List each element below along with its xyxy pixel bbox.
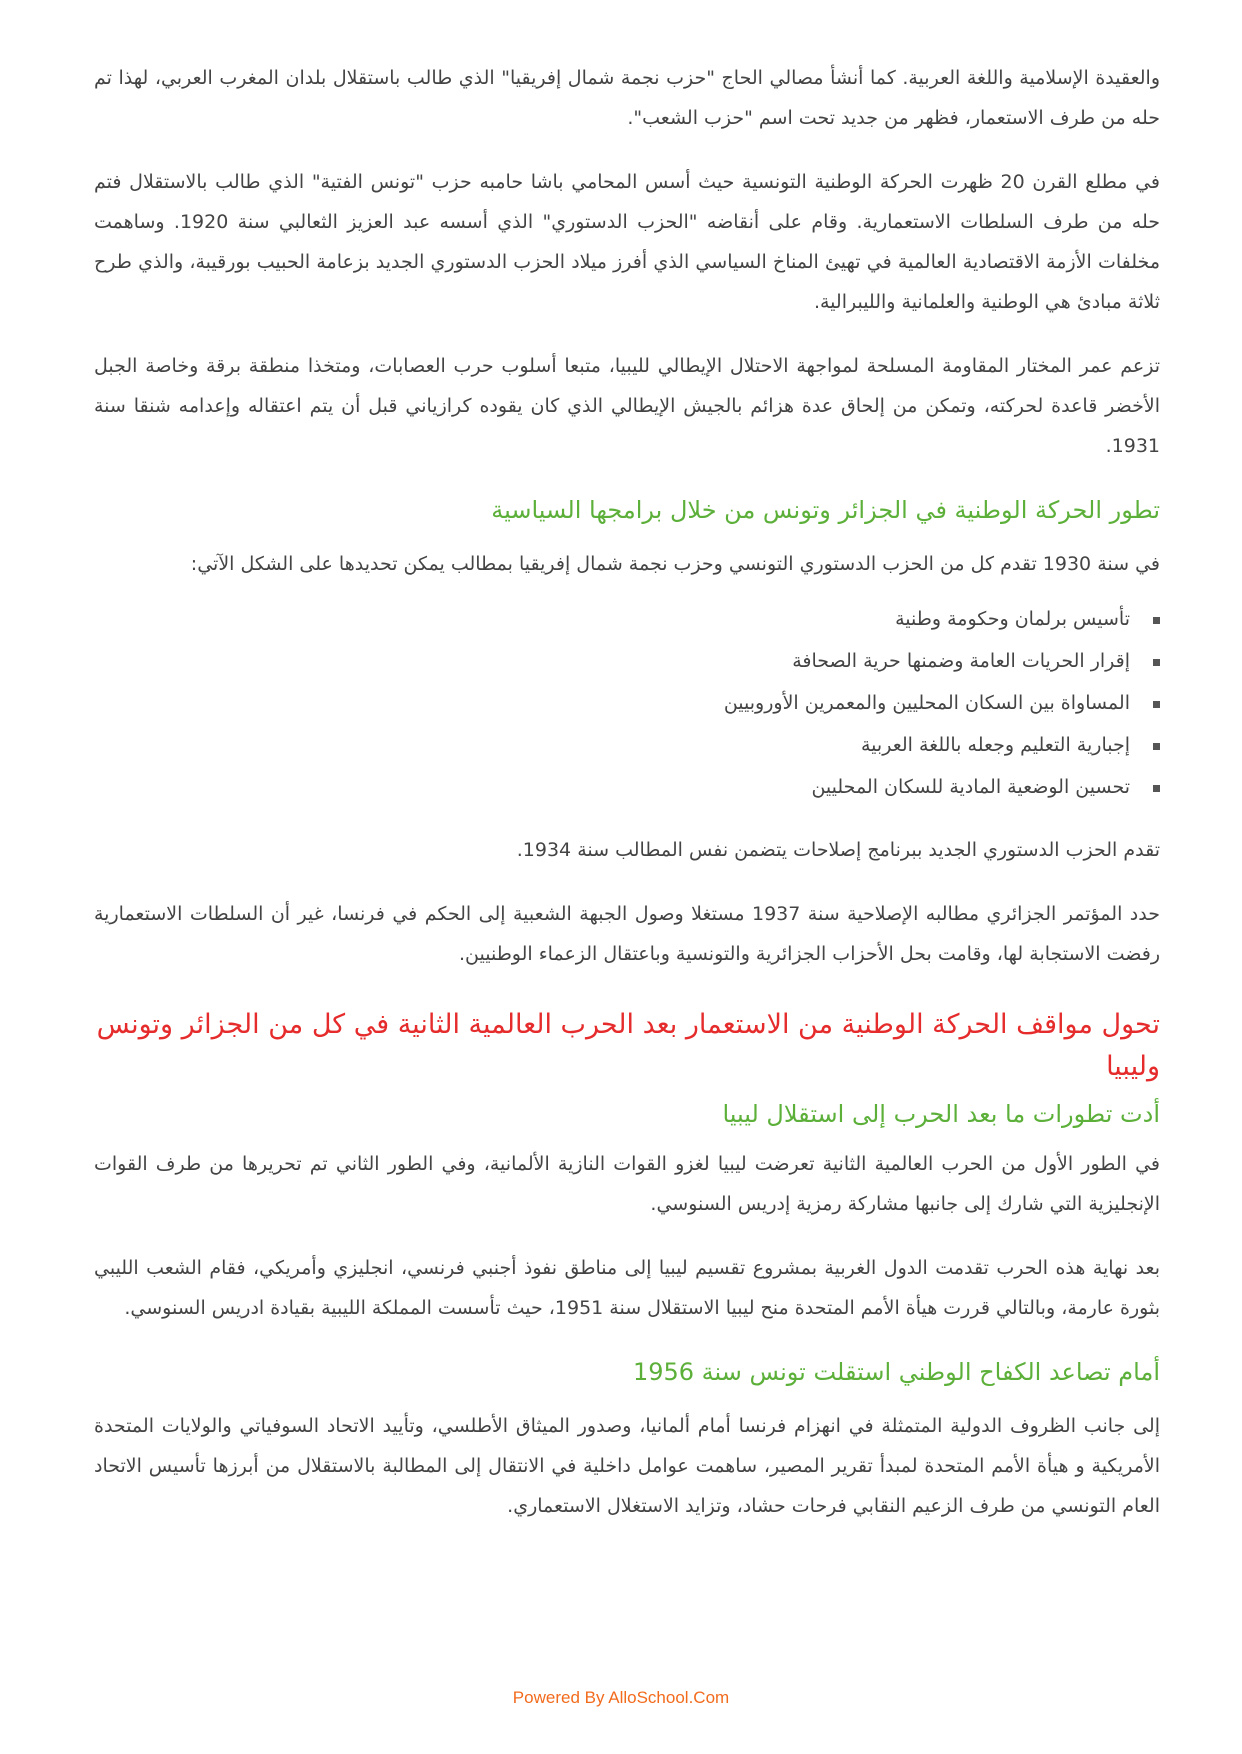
paragraph-tunisia-factors: إلى جانب الظروف الدولية المتمثلة في انهزام فرنسا أمام ألمانيا، وصدور الميثاق الأطلسي، وتأييد الاتحاد السوفياتي والولايات المتحدة الأمريكية و هيأة الأمم المتحدة لمبدأ تقرير المصير، ساهمت عوامل داخلية في الانتقال إلى المطالبة بالاستقلال من أبرزها تأسيس الاتحاد العام التونسي من طرف الزعيم النقابي فرحات حشاد، وتزايد الاستغلال الاستعماري.: [94, 1415, 1160, 1517]
document-body: [94, 58, 1160, 1526]
paragraph-1934-program: تقدم الحزب الدستوري الجديد ببرنامج إصلاحات يتضمن نفس المطالب سنة 1934.: [516, 839, 1160, 861]
heading-post-war-positions: تحول مواقف الحركة الوطنية من الاستعمار بعد الحرب العالمية الثانية في كل من الجزائر وتونس وليبيا: [96, 1009, 1160, 1082]
paragraph-libya-1951: بعد نهاية هذه الحرب تقدمت الدول الغربية بمشروع تقسيم ليبيا إلى مناطق نفوذ أجنبي فرنسي، انجليزي وأمريكي، فقام الشعب الليبي بثورة عارمة، وبالتالي قررت هيأة الأمم المتحدة منح ليبيا الاستقلال سنة 1951، حيث تأسست المملكة الليبية بقيادة ادريس السنوسي.: [94, 1257, 1160, 1319]
paragraph-1937-congress: حدد المؤتمر الجزائري مطالبه الإصلاحية سنة 1937 مستغلا وصول الجبهة الشعبية إلى الحكم في فرنسا، غير أن السلطات الاستعمارية رفضت الاستجابة لها، وقامت بحل الأحزاب الجزائرية والتونسية وباعتقال الزعماء الوطنيين.: [94, 903, 1160, 965]
heading-tunisia-1956: أمام تصاعد الكفاح الوطني استقلت تونس سنة 1956: [632, 1358, 1160, 1386]
powered-by-link[interactable]: Powered By AlloSchool.Com: [512, 1688, 730, 1707]
paragraph-libya-ww2: في الطور الأول من الحرب العالمية الثانية تعرضت ليبيا لغزو القوات النازية الألمانية، وفي الطور الثاني تم تحريرها من طرف القوات الإنجليزية التي شارك إلى جانبها مشاركة رمزية إدريس السنوسي.: [94, 1153, 1160, 1215]
list-item: إجبارية التعليم وجعله باللغة العربية: [94, 724, 1130, 766]
paragraph-tunisian-movement: في مطلع القرن 20 ظهرت الحركة الوطنية التونسية حيث أسس المحامي باشا حامبه حزب "تونس الفتية" الذي طالب بالاستقلال فتم حله من طرف السلطات الاستعمارية. وقام على أنقاضه "الحزب الدستوري" الذي أسسه عبد العزيز الثعالبي سنة 1920. وساهمت مخلفات الأزمة الاقتصادية العالمية في تهيئ المناخ السياسي الذي أفرز ميلاد الحزب الدستوري الجديد بزعامة الحبيب بورقيبة، والذي طرح ثلاثة مبادئ هي الوطنية والعلمانية والليبرالية.: [94, 171, 1161, 313]
heading-political-programs: تطور الحركة الوطنية في الجزائر وتونس من خلال برامجها السياسية: [491, 496, 1160, 524]
paragraph-hizb-al-shaab: والعقيدة الإسلامية واللغة العربية. كما أنشأ مصالي الحاج "حزب نجمة شمال إفريقيا" الذي طالب باستقلال بلدان المغرب العربي، لهذا تم حله من طرف الاستعمار، فظهر من جديد تحت اسم "حزب الشعب".: [94, 67, 1160, 129]
paragraph-1930-demands-intro: في سنة 1930 تقدم كل من الحزب الدستوري التونسي وحزب نجمة شمال إفريقيا بمطالب يمكن تحديدها على الشكل الآتي:: [190, 553, 1160, 575]
demands-list: [94, 598, 1160, 808]
list-item: تأسيس برلمان وحكومة وطنية: [94, 598, 1130, 640]
list-item: المساواة بين السكان المحليين والمعمرين الأوروبيين: [94, 682, 1130, 724]
paragraph-omar-mukhtar: تزعم عمر المختار المقاومة المسلحة لمواجهة الاحتلال الإيطالي لليبيا، متبعا أسلوب حرب العصابات، ومتخذا منطقة برقة وخاصة الجبل الأخضر قاعدة لحركته، وتمكن من إلحاق عدة هزائم بالجيش الإيطالي الذي كان يقوده كرازياني قبل أن يتم اعتقاله وإعدامه شنقا سنة 1931.: [94, 355, 1160, 457]
list-item: إقرار الحريات العامة وضمنها حرية الصحافة: [94, 640, 1130, 682]
list-item: تحسين الوضعية المادية للسكان المحليين: [94, 766, 1130, 808]
heading-libya-independence: أدت تطورات ما بعد الحرب إلى استقلال ليبيا: [722, 1100, 1160, 1128]
